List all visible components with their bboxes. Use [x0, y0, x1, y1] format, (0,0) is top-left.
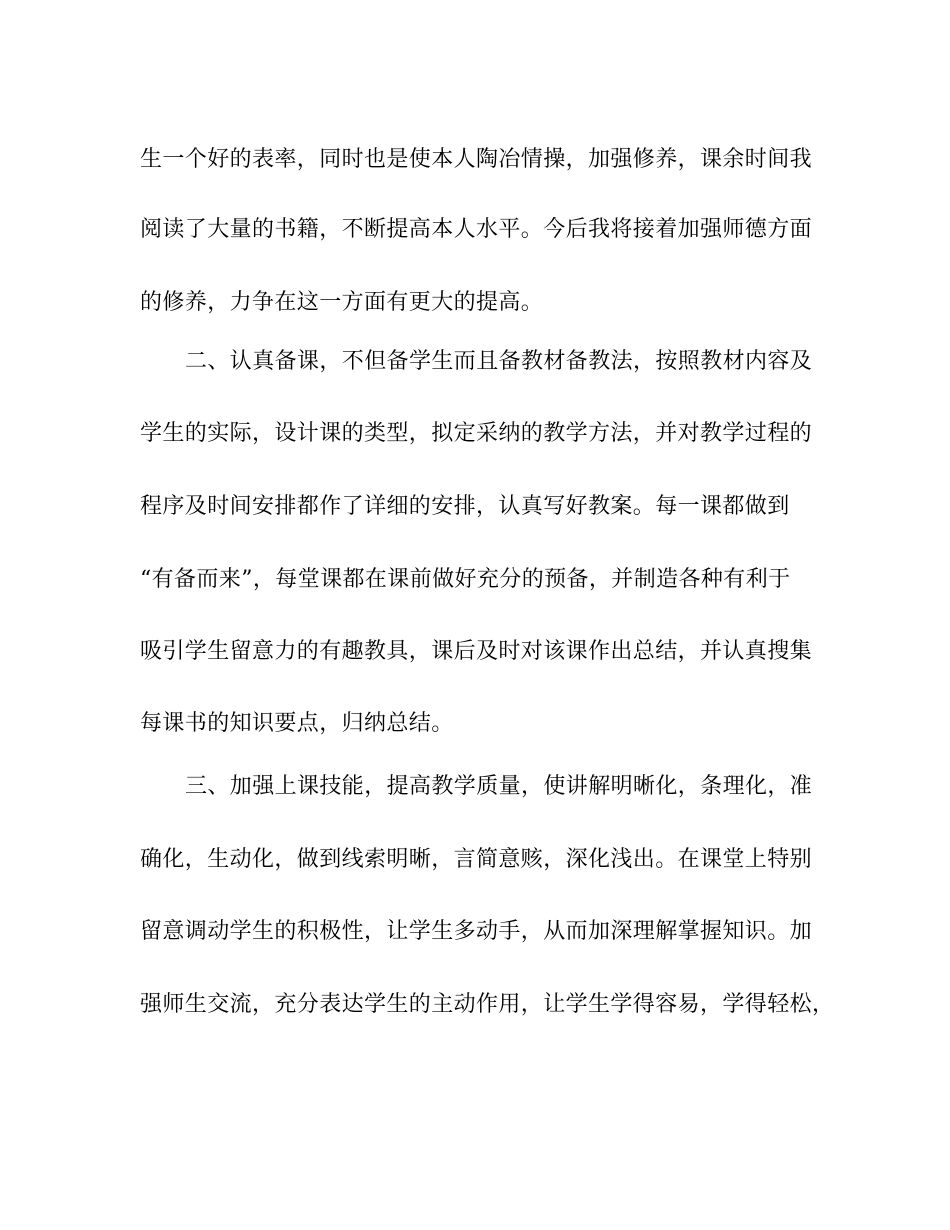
paragraph-line: 的修养，力争在这一方面有更大的提高。	[140, 290, 544, 315]
paragraph-line: 学生的实际，设计课的类型，拟定采纳的教学方法，并对教学过程的	[140, 421, 813, 446]
paragraph-line: 程序及时间安排都作了详细的安排，认真写好教案。每一课都做到	[140, 494, 790, 519]
paragraph-line: 确化，生动化，做到线索明晰，言简意赅，深化浅出。在课堂上特别	[140, 847, 813, 872]
paragraph-line: 三、加强上课技能，提高教学质量，使讲解明晰化，条理化，准	[185, 774, 813, 799]
paragraph-line: 强师生交流，充分表达学生的主动作用，让学生学得容易，学得轻松，	[140, 992, 835, 1017]
paragraph-line: “有备而来”，每堂课都在课前做好充分的预备，并制造各种有利于	[140, 567, 791, 592]
paragraph-line: 每课书的知识要点，归纳总结。	[140, 711, 454, 736]
paragraph-line: 吸引学生留意力的有趣教具，课后及时对该课作出总结，并认真搜集	[140, 639, 813, 664]
paragraph-line: 二、认真备课，不但备学生而且备教材备教法，按照教材内容及	[185, 349, 813, 374]
paragraph-line: 留意调动学生的积极性，让学生多动手，从而加深理解掌握知识。加	[140, 919, 813, 944]
paragraph-line: 阅读了大量的书籍，不断提高本人水平。今后我将接着加强师德方面	[140, 217, 813, 242]
paragraph-line: 生一个好的表率，同时也是使本人陶冶情操，加强修养，课余时间我	[140, 147, 813, 172]
